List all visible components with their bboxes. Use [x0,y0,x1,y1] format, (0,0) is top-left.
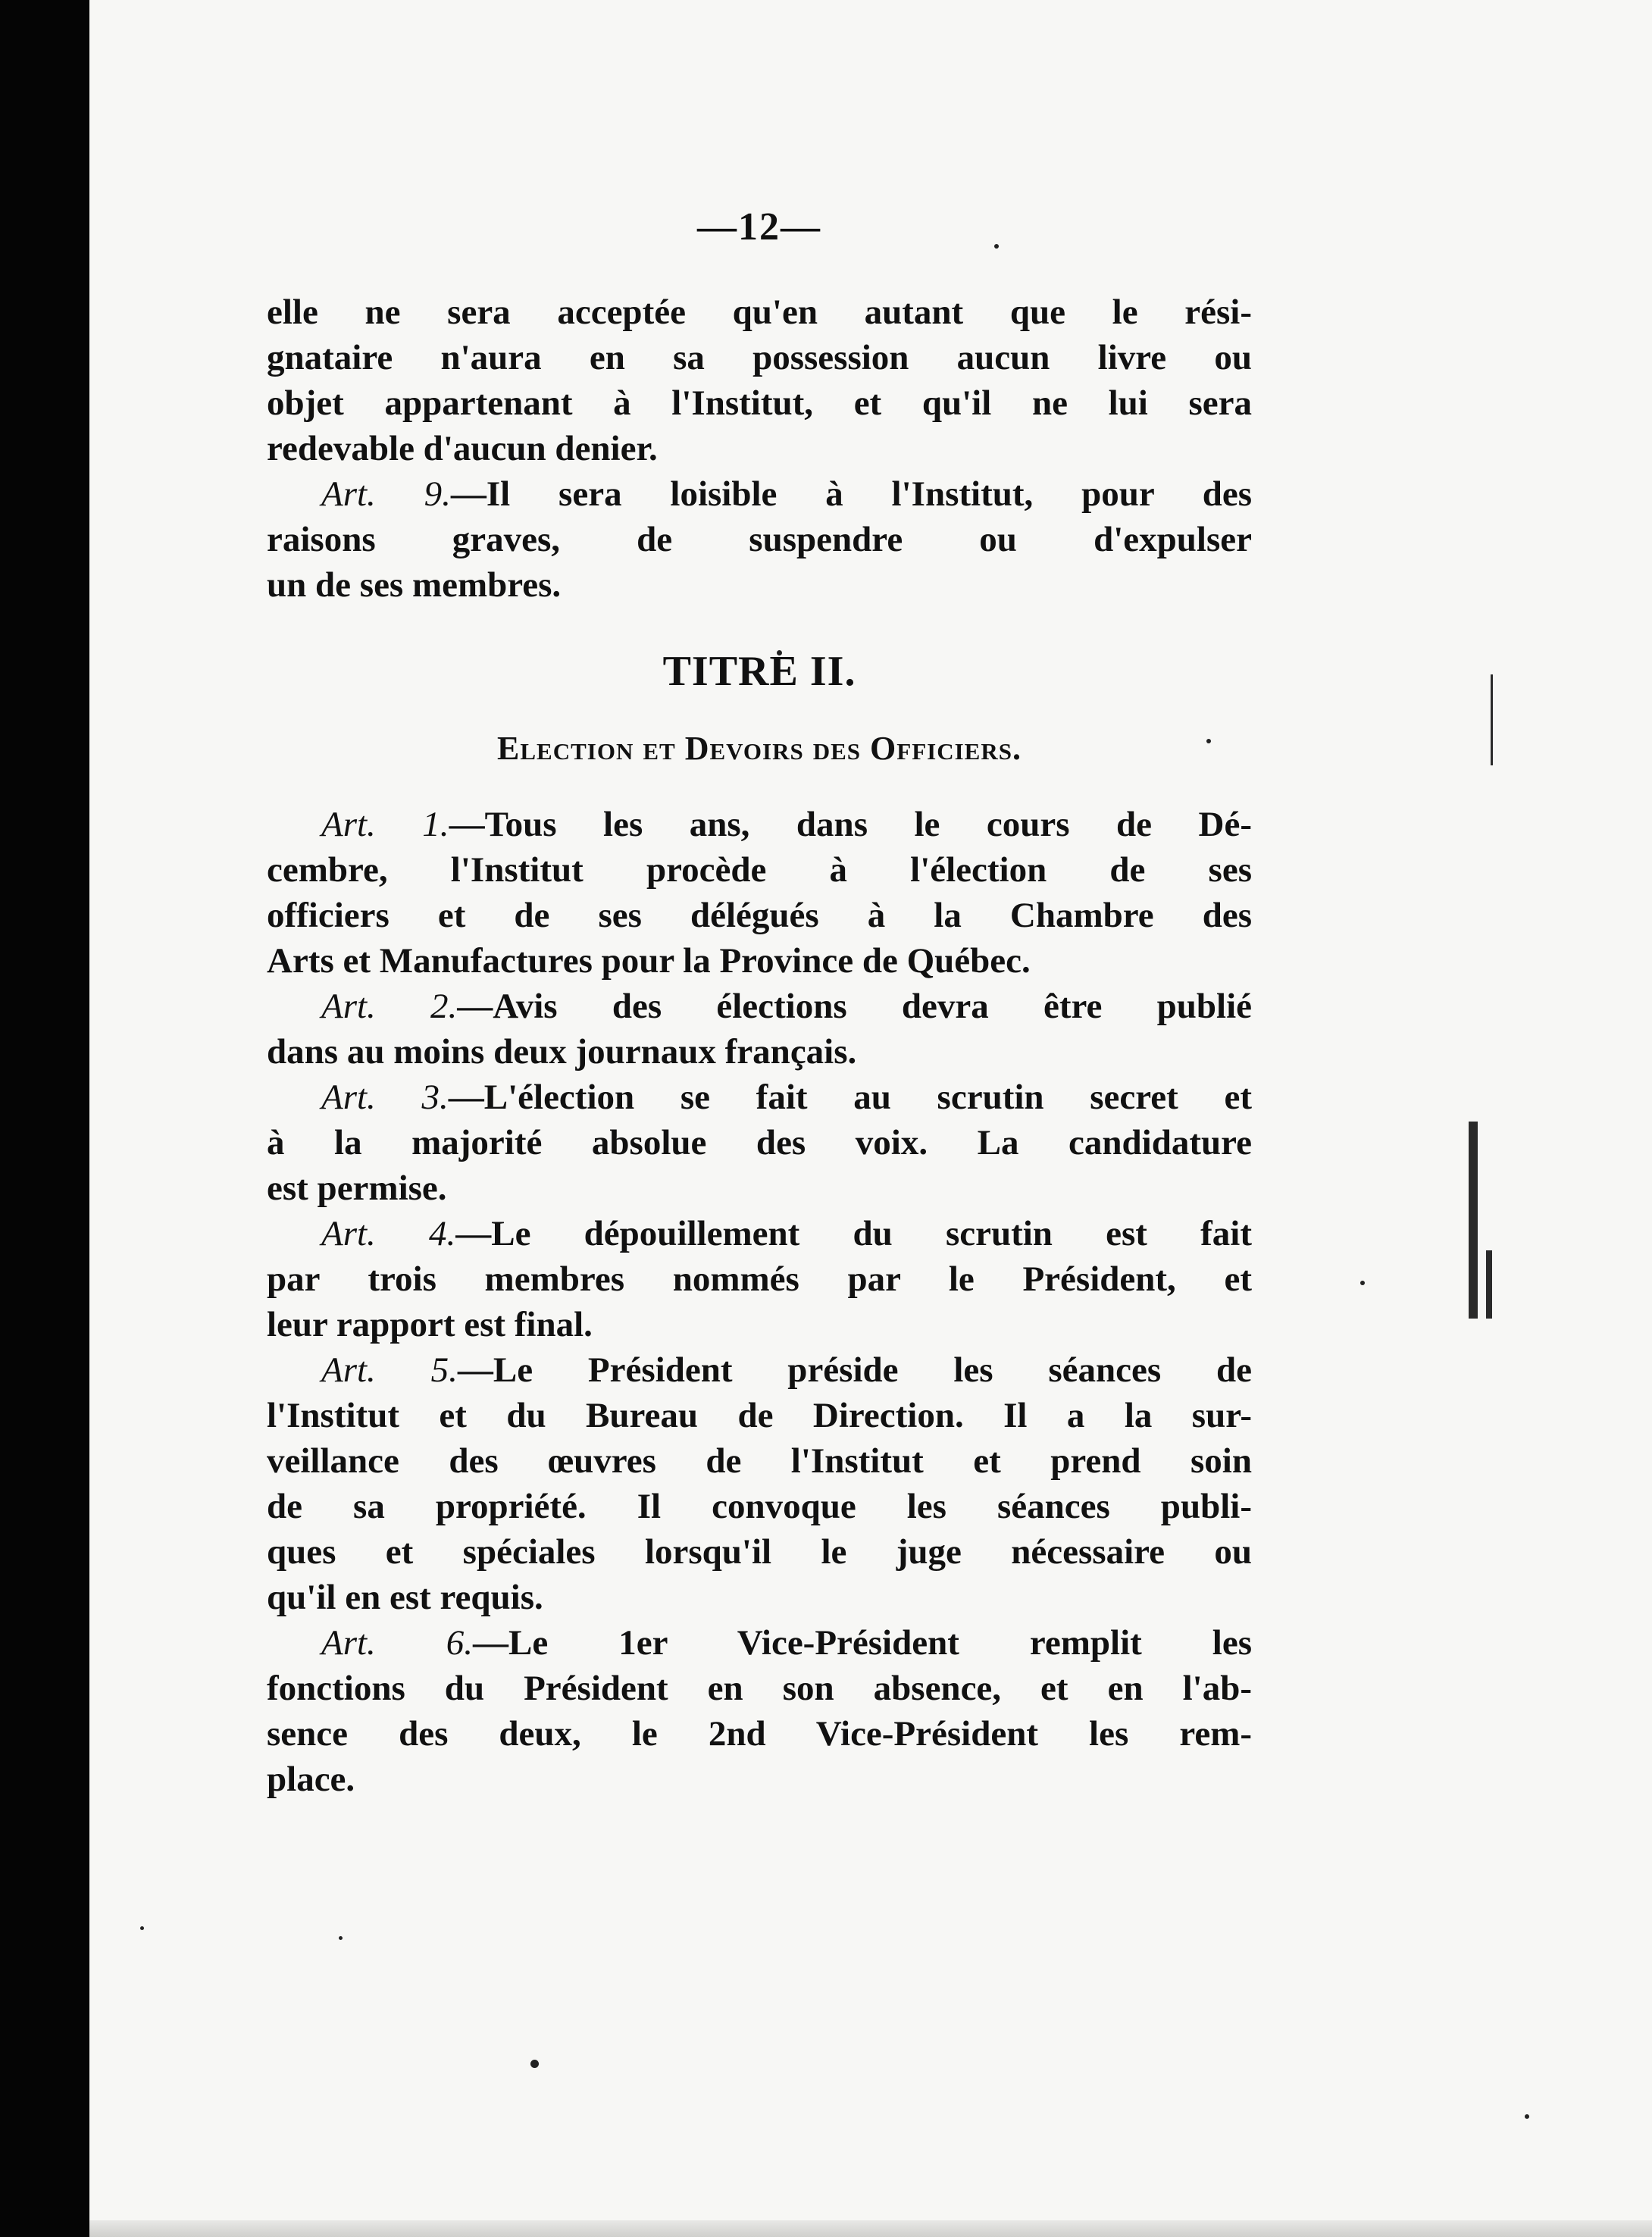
scan-edge-mark [1469,1122,1478,1319]
text-line: leur rapport est final. [267,1305,593,1344]
text-line: l'Institut et du Bureau de Direction. Il a la sur- [267,1396,1252,1435]
scan-speck [530,2060,539,2068]
article-label: Art. 9. [321,474,451,514]
article-text: —Le Président préside les séances de [457,1350,1252,1390]
article-text: —Le 1er Vice-Président remplit les [473,1623,1252,1663]
text-line: raisons graves, de suspendre ou d'expulser [267,520,1252,559]
scan-speck [1525,2114,1529,2119]
article-label: Art. 4. [321,1214,456,1253]
article-text: —Avis des élections devra être publié [457,987,1252,1026]
text-line: objet appartenant à l'Institut, et qu'il ne lui sera [267,383,1252,423]
section-subtitle: Election et Devoirs des Officiers. [497,730,1022,767]
page-bottom-edge [89,2220,1652,2237]
article-label: Art. 5. [321,1350,458,1390]
text-line: sence des deux, le 2nd Vice-Président les rem- [267,1714,1252,1754]
scan-border [0,0,89,2237]
text-line: elle ne sera acceptée qu'en autant que le rési- [267,293,1252,332]
article-1 [267,802,1252,984]
article-label: Art. 2. [321,987,458,1026]
section-title: TITRE II. [662,648,856,695]
article-text: —Le dépouillement du scrutin est fait [455,1214,1252,1253]
article-label: Art. 6. [321,1623,474,1663]
text-line [267,1211,1252,1256]
page-number: —12— [697,205,821,249]
text-line [267,984,1252,1029]
scan-speck [1360,1281,1365,1285]
text-line: ques et spéciales lorsqu'il le juge nécessaire ou [267,1532,1252,1572]
article-5 [267,1347,1252,1620]
article-9 [267,471,1252,608]
article-label: Art. 3. [321,1078,449,1117]
text-line: gnataire n'aura en sa possession aucun livre ou [267,338,1252,377]
text-line: à la majorité absolue des voix. La candidature [267,1123,1252,1162]
scan-speck [339,1936,343,1940]
article-text: —Il sera loisible à l'Institut, pour des [450,474,1253,514]
text-line [267,471,1252,517]
article-4 [267,1211,1252,1347]
article-3 [267,1075,1252,1211]
document-text [267,205,1252,1802]
scan-speck [140,1926,144,1930]
text-line [267,1075,1252,1120]
text-line: dans au moins deux journaux français. [267,1032,857,1072]
article-6 [267,1620,1252,1802]
article-text: —L'élection se fait au scrutin secret et [448,1078,1252,1117]
scan-edge-mark [1491,674,1493,765]
article-2 [267,984,1252,1075]
text-line: Arts et Manufactures pour la Province de Québec. [267,941,1031,981]
scan-edge-mark [1486,1250,1492,1319]
text-line: est permise. [267,1169,447,1208]
text-line: un de ses membres. [267,565,562,605]
text-line [267,1347,1252,1393]
article-text: —Tous les ans, dans le cours de Dé- [449,805,1252,844]
text-line [267,1620,1252,1666]
text-line: veillance des œuvres de l'Institut et prend soin [267,1441,1252,1481]
text-line: cembre, l'Institut procède à l'élection de ses [267,850,1252,890]
text-line: fonctions du Président en son absence, et en l'ab- [267,1669,1252,1708]
text-line: redevable d'aucun denier. [267,429,658,468]
text-line: par trois membres nommés par le Président, et [267,1259,1252,1299]
text-line: officiers et de ses délégués à la Chambre des [267,896,1252,935]
intro-paragraph [267,289,1252,471]
text-line: qu'il en est requis. [267,1578,543,1617]
text-line: place. [267,1760,355,1799]
text-line: de sa propriété. Il convoque les séances publi- [267,1487,1252,1526]
text-line [267,802,1252,847]
article-label: Art. 1. [321,805,449,844]
